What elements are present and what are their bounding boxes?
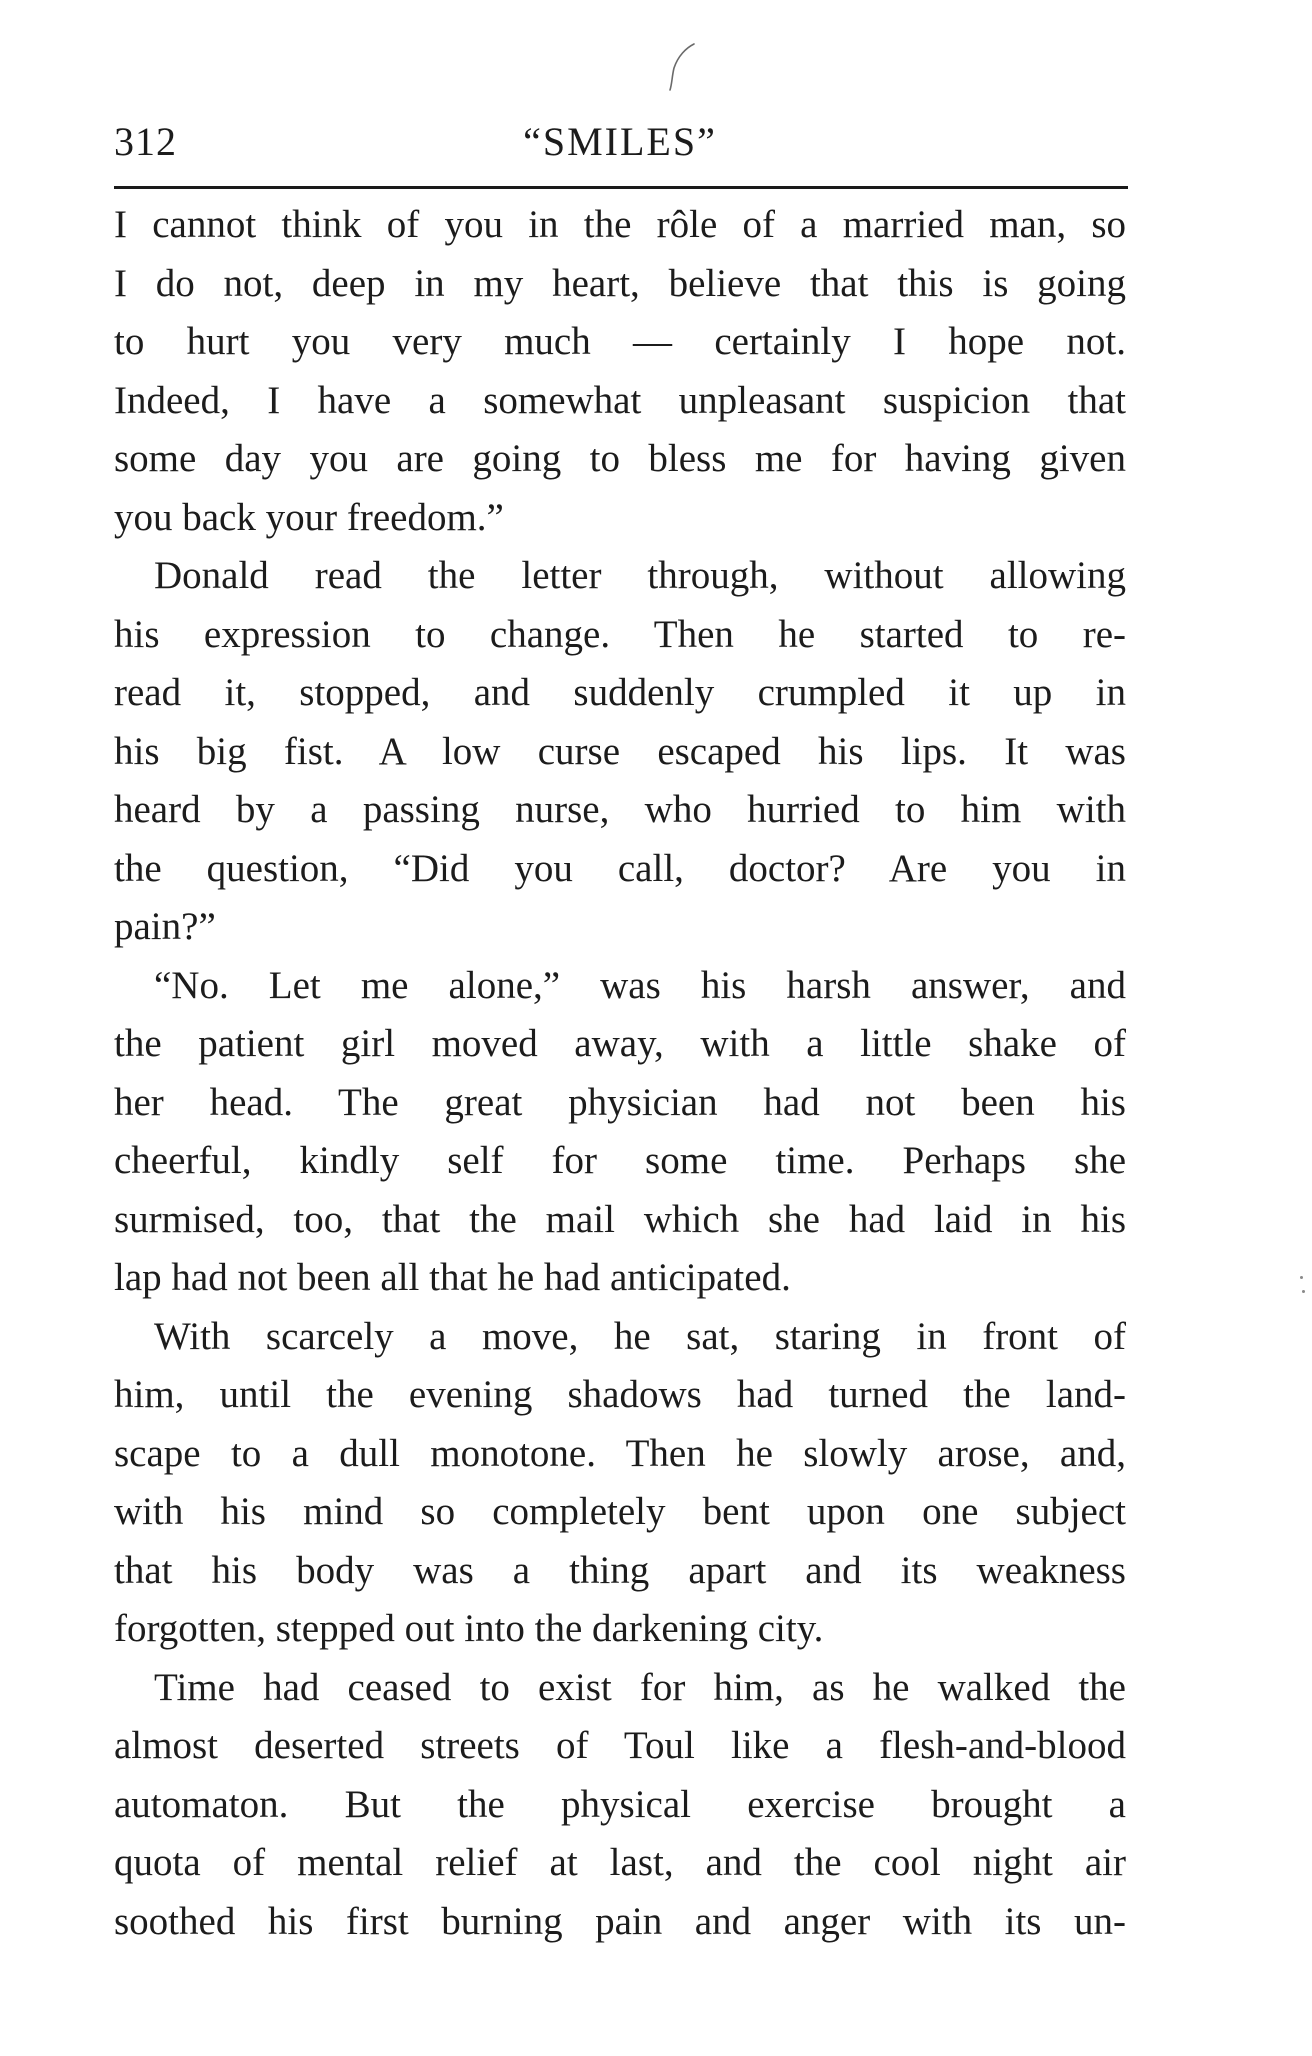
text-line: the patient girl moved away, with a little shake of: [114, 1022, 1126, 1065]
text-line: With scarcely a move, he sat, staring in front of: [154, 1314, 1126, 1358]
text-line: his expression to change. Then he started to re-: [114, 612, 1126, 656]
text-line: some day you are going to bless me for having given: [114, 437, 1126, 480]
body-text: [114, 196, 1126, 1951]
text-line: him, until the evening shadows had turned the land-: [114, 1373, 1126, 1416]
text-line: soothed his first burning pain and anger with its un-: [114, 1899, 1126, 1943]
text-line: you back your freedom.”: [114, 495, 504, 539]
text-line: Time had ceased to exist for him, as he walked the: [154, 1665, 1126, 1709]
paper-speck: [1300, 1276, 1303, 1279]
header-rule: [114, 186, 1128, 189]
page-number: 312: [114, 119, 177, 164]
text-line: her head. The great physician had not been his: [114, 1080, 1126, 1124]
text-line: automaton. But the physical exercise brought a: [114, 1782, 1126, 1826]
page-header: [114, 108, 1126, 178]
text-line: “No. Let me alone,” was his harsh answer, and: [154, 963, 1126, 1007]
text-line: to hurt you very much — certainly I hope not.: [114, 320, 1126, 363]
text-line: lap had not been all that he had anticipated.: [114, 1256, 791, 1299]
text-line: surmised, too, that the mail which she had laid in his: [114, 1197, 1126, 1241]
text-line: scape to a dull monotone. Then he slowly arose, and,: [114, 1431, 1126, 1475]
text-line: with his mind so completely bent upon one subject: [114, 1490, 1126, 1533]
text-line: I cannot think of you in the rôle of a married man, so: [114, 203, 1126, 246]
paper-speck: [1302, 1290, 1305, 1293]
running-title: “SMILES”: [523, 119, 717, 164]
pencil-mark: [664, 38, 704, 94]
text-line: his big fist. A low curse escaped his lips. It was: [114, 729, 1126, 773]
text-line: Indeed, I have a somewhat unpleasant suspicion that: [114, 378, 1126, 422]
text-line: forgotten, stepped out into the darkening city.: [114, 1607, 824, 1650]
text-line: quota of mental relief at last, and the cool night air: [114, 1841, 1126, 1884]
text-line: read it, stopped, and suddenly crumpled it up in: [114, 671, 1126, 714]
text-line: that his body was a thing apart and its weakness: [114, 1548, 1126, 1592]
text-line: I do not, deep in my heart, believe that this is going: [114, 261, 1126, 305]
text-line: the question, “Did you call, doctor? Are you in: [114, 846, 1126, 890]
text-line: heard by a passing nurse, who hurried to him with: [114, 788, 1126, 831]
text-line: pain?”: [114, 905, 216, 948]
text-line: almost deserted streets of Toul like a flesh-and-blood: [114, 1724, 1126, 1767]
text-line: cheerful, kindly self for some time. Perhaps she: [114, 1139, 1126, 1182]
text-line: Donald read the letter through, without allowing: [154, 554, 1126, 597]
